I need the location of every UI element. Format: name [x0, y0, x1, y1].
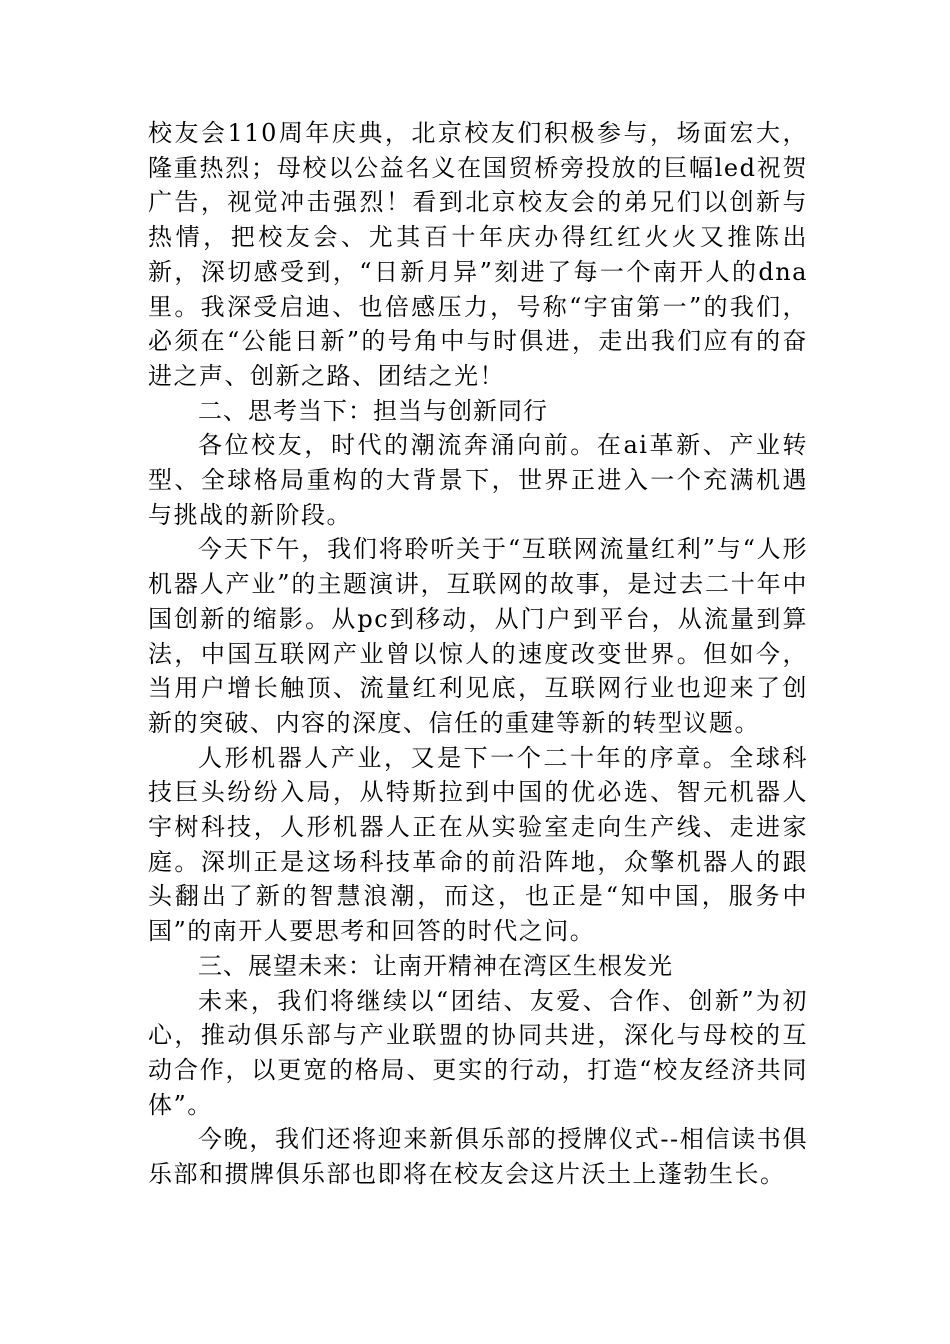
paragraph-robotics: 人形机器人产业，又是下一个二十年的序章。全球科技巨头纷纷入局，从特斯拉到中国的优必选、智元机器人宇树科技，人形机器人正在从实验室走向生产线、走进家庭。深圳正是这场科技革命的前沿阵地，众擎机器人的跟头翻出了新的智慧浪潮，而这，也正是“知中国，服务中国”的南开人要思考和回答的时代之问。 [148, 743, 808, 946]
paragraph-era-trend: 各位校友，时代的潮流奔涌向前。在ai革新、产业转型、全球格局重构的大背景下，世界正进入一个充满机遇与挑战的新阶段。 [148, 431, 808, 529]
section-heading-3: 三、展望未来：让南开精神在湾区生根发光 [198, 951, 673, 980]
paragraph-celebration: 校友会110周年庆典，北京校友们积极参与，场面宏大，隆重热烈；母校以公益名义在国贸桥旁投放的巨幅led祝贺广告，视觉冲击强烈！看到北京校友会的弟兄们以创新与热情，把校友会、尤其百十年庆办得红红火火又推陈出新，深切感受到，“日新月异”刻进了每一个南开人的dna里。我深受启迪、也倍感压力，号称“宇宙第一”的我们，必须在“公能日新”的号角中与时俱进，走出我们应有的奋进之声、创新之路、团结之光！ [148, 119, 808, 390]
document-body [148, 116, 808, 1192]
section-heading-2: 二、思考当下：担当与创新同行 [198, 396, 548, 425]
paragraph-internet: 今天下午，我们将聆听关于“互联网流量红利”与“人形机器人产业”的主题演讲，互联网的故事，是过去二十年中国创新的缩影。从pc到移动，从门户到平台，从流量到算法，中国互联网产业曾以惊人的速度改变世界。但如今，当用户增长触顶、流量红利见底，互联网行业也迎来了创新的突破、内容的深度、信任的重建等新的转型议题。 [148, 535, 808, 737]
paragraph-future: 未来，我们将继续以“团结、友爱、合作、创新”为初心，推动俱乐部与产业联盟的协同共进，深化与母校的互动合作，以更宽的格局、更实的行动，打造“校友经济共同体”。 [148, 986, 808, 1119]
paragraph-tonight: 今晚，我们还将迎来新俱乐部的授牌仪式--相信读书俱乐部和掼牌俱乐部也即将在校友会这片沃土上蓬勃生长。 [148, 1125, 808, 1189]
